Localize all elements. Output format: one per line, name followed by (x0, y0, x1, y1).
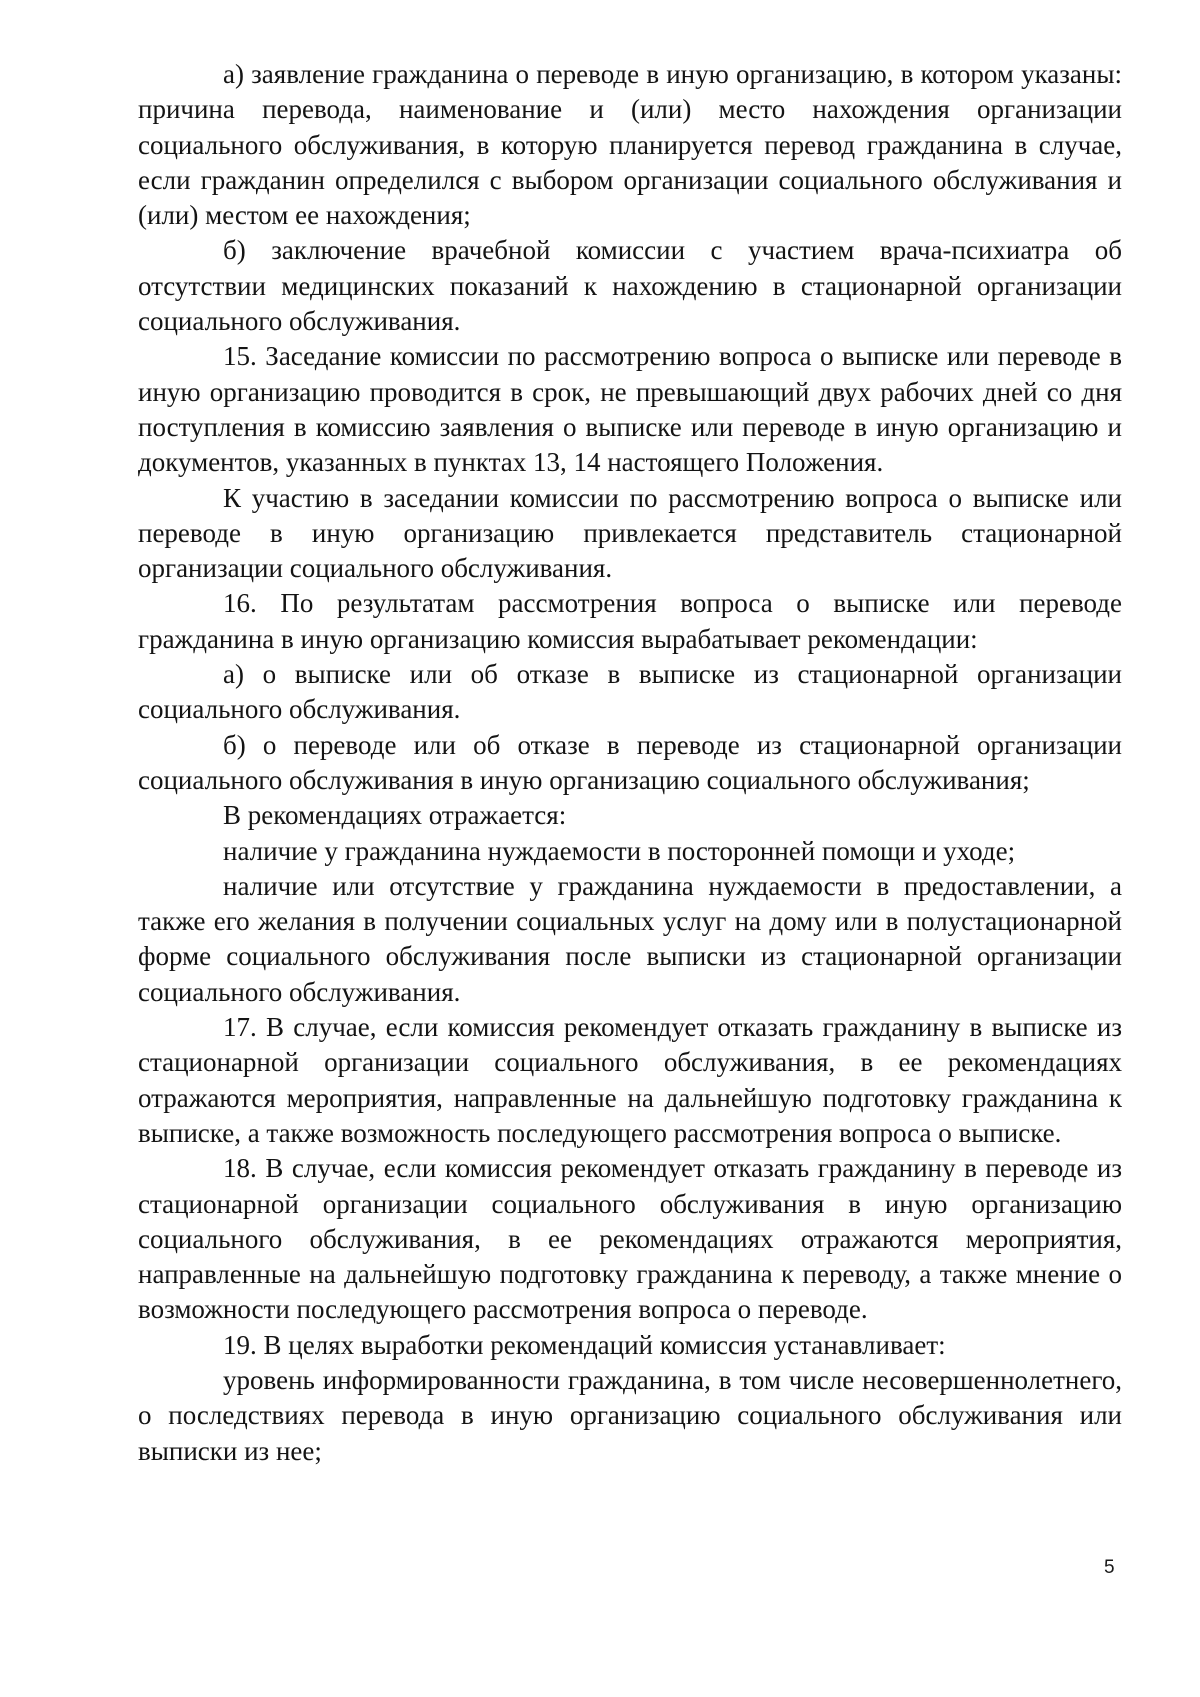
paragraph-17: 17. В случае, если комиссия рекомендует отказать гражданину в выписке из стационарной организации социального обслуживания, в ее рекомендациях отражаются мероприятия, направленные на дальнейшую подготовку гражданина к выписке, а также возможность последующего рассмотрения вопроса о выписке. (138, 1012, 1122, 1148)
paragraph-14b: б) заключение врачебной комиссии с участием врача-психиатра об отсутствии медицинских показаний к нахождению в стационарной организации социального обслуживания. (138, 235, 1122, 337)
paragraph-16: 16. По результатам рассмотрения вопроса о выписке или переводе гражданина в иную организацию комиссия вырабатывает рекомендации: (138, 588, 1122, 654)
paragraph-16-need-assistance: наличие у гражданина нуждаемости в посторонней помощи и уходе; (223, 835, 1016, 866)
paragraph-14a: а) заявление гражданина о переводе в иную организацию, в котором указаны: причина перевода, наименование и (или) место нахождения организации социального обслуживания, в которую планируется перевод гражданина в случае, если гражданин определился с выбором организации социального обслуживания и (или) местом ее нахождения; (138, 59, 1122, 231)
paragraph-19-awareness: уровень информированности гражданина, в том числе несовершеннолетнего, о последствиях перевода в иную организацию социального обслуживания или выписки из нее; (138, 1364, 1122, 1466)
paragraph-15: 15. Заседание комиссии по рассмотрению вопроса о выписке или переводе в иную организацию проводится в срок, не превышающий двух рабочих дней со дня поступления в комиссию заявления о выписке или переводе в иную организацию и документов, указанных в пунктах 13, 14 настоящего Положения. (138, 341, 1122, 478)
paragraph-16b: б) о переводе или об отказе в переводе из стационарной организации социального обслуживания в иную организацию социального обслуживания; (138, 729, 1122, 795)
paragraph-19: 19. В целях выработки рекомендаций комиссия устанавливает: (223, 1329, 946, 1360)
paragraph-15-participation: К участию в заседании комиссии по рассмотрению вопроса о выписке или переводе в иную организацию привлекается представитель стационарной организации социального обслуживания. (138, 482, 1122, 584)
paragraph-16-recommendations-intro: В рекомендациях отражается: (223, 800, 567, 831)
paragraph-16a: а) о выписке или об отказе в выписке из стационарной организации социального обслуживания. (138, 659, 1122, 725)
page-number: 5 (1104, 1557, 1115, 1578)
paragraph-18: 18. В случае, если комиссия рекомендует отказать гражданину в переводе из стационарной организации социального обслуживания в иную организацию социального обслуживания, в ее рекомендациях отражаются мероприятия, направленные на дальнейшую подготовку гражданина к переводу, а также мнение о возможности последующего рассмотрения вопроса о переводе. (138, 1153, 1122, 1325)
paragraph-16-need-services: наличие или отсутствие у гражданина нуждаемости в предоставлении, а также его желания в получении социальных услуг на дому или в полустационарной форме социального обслуживания после выписки из стационарной организации социального обслуживания. (138, 870, 1122, 1007)
document-body (138, 57, 1122, 1469)
